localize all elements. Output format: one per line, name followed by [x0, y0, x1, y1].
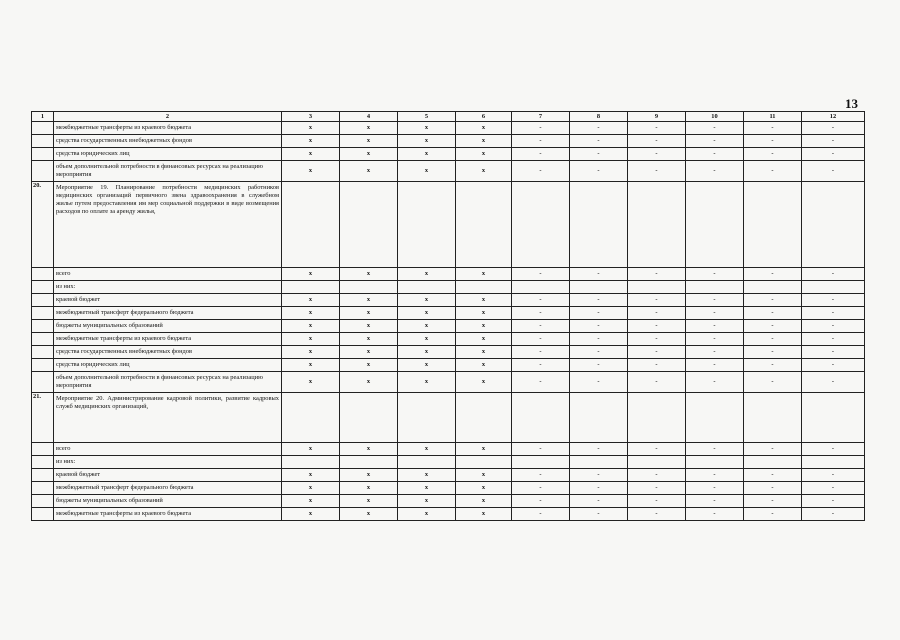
row-description: объем дополнительной потребности в финансовых ресурсах на реализацию мероприятия [54, 161, 282, 182]
row-description: объем дополнительной потребности в финансовых ресурсах на реализацию мероприятия [54, 372, 282, 393]
column-header: 11 [744, 112, 802, 122]
row-description: межбюджетные трансферты из краевого бюджета [54, 333, 282, 346]
value-cell [456, 182, 512, 268]
table-row [32, 359, 865, 372]
value-cell: x [398, 333, 456, 346]
value-cell: - [802, 346, 865, 359]
value-cell: x [456, 161, 512, 182]
table-row [32, 508, 865, 521]
value-cell: x [456, 469, 512, 482]
row-number [32, 148, 54, 161]
value-cell [686, 456, 744, 469]
value-cell: - [744, 320, 802, 333]
value-cell: - [686, 148, 744, 161]
row-description: средства государственных внебюджетных фондов [54, 135, 282, 148]
row-description: Мероприятие 19. Планирование потребности медицинских работников медицинских организаций первичного звена здравоохранения в служебном жилье путем предоставления им мер социальной поддержки в виде возмещения расходов по оплате за аренду жилья, [54, 182, 282, 268]
value-cell: - [744, 508, 802, 521]
value-cell: - [570, 135, 628, 148]
value-cell [340, 456, 398, 469]
column-header: 2 [54, 112, 282, 122]
value-cell: x [398, 372, 456, 393]
value-cell [744, 456, 802, 469]
column-header: 5 [398, 112, 456, 122]
value-cell [340, 393, 398, 443]
value-cell: x [282, 482, 340, 495]
value-cell: - [570, 148, 628, 161]
value-cell [282, 393, 340, 443]
value-cell: x [456, 122, 512, 135]
value-cell [570, 182, 628, 268]
value-cell: - [512, 346, 570, 359]
table-row [32, 443, 865, 456]
value-cell: - [512, 307, 570, 320]
value-cell: x [340, 359, 398, 372]
value-cell: - [512, 294, 570, 307]
value-cell: - [512, 148, 570, 161]
value-cell: x [282, 122, 340, 135]
value-cell: - [570, 307, 628, 320]
value-cell: - [570, 122, 628, 135]
value-cell: x [398, 469, 456, 482]
value-cell: - [628, 268, 686, 281]
value-cell: x [398, 443, 456, 456]
value-cell: x [456, 359, 512, 372]
value-cell: - [570, 333, 628, 346]
row-number [32, 307, 54, 320]
value-cell: x [340, 469, 398, 482]
table-row [32, 268, 865, 281]
table-row [32, 482, 865, 495]
row-number [32, 281, 54, 294]
value-cell: - [802, 372, 865, 393]
table-row [32, 333, 865, 346]
value-cell: - [802, 135, 865, 148]
value-cell [282, 281, 340, 294]
value-cell [802, 393, 865, 443]
value-cell: - [744, 135, 802, 148]
value-cell: - [744, 443, 802, 456]
table-row [32, 148, 865, 161]
value-cell: - [686, 508, 744, 521]
value-cell: - [512, 135, 570, 148]
value-cell: x [282, 443, 340, 456]
value-cell: x [398, 346, 456, 359]
value-cell [686, 182, 744, 268]
row-number [32, 508, 54, 521]
value-cell: - [512, 443, 570, 456]
value-cell: x [456, 508, 512, 521]
value-cell: - [686, 135, 744, 148]
value-cell: - [628, 148, 686, 161]
value-cell [456, 393, 512, 443]
value-cell: - [744, 346, 802, 359]
value-cell [744, 182, 802, 268]
row-description: средства государственных внебюджетных фондов [54, 346, 282, 359]
column-header: 1 [32, 112, 54, 122]
row-number [32, 268, 54, 281]
value-cell: - [570, 161, 628, 182]
value-cell: x [340, 307, 398, 320]
row-description: из них: [54, 456, 282, 469]
value-cell: - [628, 294, 686, 307]
value-cell [802, 182, 865, 268]
value-cell: - [686, 122, 744, 135]
column-header: 8 [570, 112, 628, 122]
value-cell: - [686, 359, 744, 372]
value-cell [512, 281, 570, 294]
value-cell: - [802, 333, 865, 346]
row-number [32, 333, 54, 346]
value-cell: - [628, 161, 686, 182]
value-cell: - [512, 469, 570, 482]
value-cell: x [398, 135, 456, 148]
value-cell [570, 456, 628, 469]
value-cell: x [282, 135, 340, 148]
value-cell: x [340, 346, 398, 359]
value-cell: x [282, 359, 340, 372]
value-cell: - [628, 333, 686, 346]
value-cell: - [512, 161, 570, 182]
value-cell [570, 393, 628, 443]
column-header: 3 [282, 112, 340, 122]
value-cell: - [512, 268, 570, 281]
value-cell [628, 182, 686, 268]
row-description: бюджеты муниципальных образований [54, 320, 282, 333]
value-cell: - [686, 294, 744, 307]
value-cell [398, 281, 456, 294]
value-cell: x [340, 122, 398, 135]
value-cell: - [570, 346, 628, 359]
value-cell: - [802, 508, 865, 521]
value-cell: x [340, 372, 398, 393]
value-cell: x [282, 333, 340, 346]
row-description: средства юридических лиц [54, 148, 282, 161]
value-cell: x [398, 148, 456, 161]
value-cell: x [282, 294, 340, 307]
value-cell: x [282, 372, 340, 393]
value-cell: - [686, 307, 744, 320]
value-cell: - [744, 359, 802, 372]
value-cell: - [744, 469, 802, 482]
value-cell [628, 393, 686, 443]
value-cell [340, 182, 398, 268]
value-cell: x [398, 268, 456, 281]
column-header: 6 [456, 112, 512, 122]
value-cell: x [340, 135, 398, 148]
row-number [32, 482, 54, 495]
value-cell [398, 456, 456, 469]
value-cell: - [744, 307, 802, 320]
row-number: 20. [32, 182, 54, 268]
value-cell: x [282, 268, 340, 281]
table-row [32, 135, 865, 148]
value-cell: - [744, 294, 802, 307]
value-cell: x [456, 443, 512, 456]
value-cell: - [686, 469, 744, 482]
value-cell: x [456, 148, 512, 161]
value-cell: - [628, 508, 686, 521]
value-cell: - [802, 122, 865, 135]
row-number: 21. [32, 393, 54, 443]
table-row [32, 393, 865, 443]
value-cell: - [512, 372, 570, 393]
value-cell: x [456, 346, 512, 359]
value-cell: - [512, 320, 570, 333]
column-header: 9 [628, 112, 686, 122]
value-cell: - [686, 161, 744, 182]
row-description: межбюджетный трансферт федерального бюджета [54, 482, 282, 495]
value-cell: - [802, 359, 865, 372]
value-cell: - [628, 469, 686, 482]
row-number [32, 469, 54, 482]
value-cell: - [628, 482, 686, 495]
value-cell: - [628, 122, 686, 135]
table-row [32, 161, 865, 182]
table-header-row [32, 112, 865, 122]
value-cell: x [340, 268, 398, 281]
table-row [32, 320, 865, 333]
value-cell: - [744, 148, 802, 161]
value-cell: x [340, 482, 398, 495]
value-cell: x [456, 372, 512, 393]
row-number [32, 346, 54, 359]
value-cell: - [686, 346, 744, 359]
value-cell: x [340, 443, 398, 456]
column-header: 4 [340, 112, 398, 122]
value-cell: - [512, 508, 570, 521]
value-cell: - [686, 372, 744, 393]
value-cell: x [456, 135, 512, 148]
value-cell: - [686, 320, 744, 333]
value-cell: x [282, 469, 340, 482]
value-cell: - [744, 482, 802, 495]
column-header: 7 [512, 112, 570, 122]
value-cell: x [398, 508, 456, 521]
value-cell: - [570, 294, 628, 307]
value-cell: x [282, 307, 340, 320]
table-row [32, 372, 865, 393]
value-cell: - [570, 320, 628, 333]
value-cell [512, 456, 570, 469]
row-number [32, 372, 54, 393]
value-cell [802, 281, 865, 294]
table-row [32, 122, 865, 135]
value-cell: x [456, 307, 512, 320]
value-cell: x [340, 320, 398, 333]
value-cell [744, 281, 802, 294]
row-number [32, 320, 54, 333]
value-cell: x [398, 359, 456, 372]
value-cell: - [802, 161, 865, 182]
value-cell: - [686, 268, 744, 281]
table-row [32, 456, 865, 469]
value-cell [744, 393, 802, 443]
value-cell: x [340, 508, 398, 521]
row-description: краевой бюджет [54, 469, 282, 482]
value-cell: - [628, 135, 686, 148]
value-cell: - [570, 372, 628, 393]
value-cell: x [456, 268, 512, 281]
value-cell: - [628, 320, 686, 333]
value-cell: x [398, 495, 456, 508]
value-cell: - [628, 372, 686, 393]
value-cell: x [456, 320, 512, 333]
value-cell: x [398, 482, 456, 495]
value-cell [282, 182, 340, 268]
value-cell: x [282, 508, 340, 521]
value-cell: x [282, 320, 340, 333]
value-cell: x [340, 161, 398, 182]
value-cell [456, 281, 512, 294]
value-cell: x [456, 495, 512, 508]
value-cell: - [744, 122, 802, 135]
row-description: средства юридических лиц [54, 359, 282, 372]
value-cell: - [512, 495, 570, 508]
value-cell: - [802, 307, 865, 320]
value-cell [802, 456, 865, 469]
value-cell [398, 182, 456, 268]
value-cell: - [802, 268, 865, 281]
value-cell: x [398, 307, 456, 320]
value-cell [570, 281, 628, 294]
value-cell: x [282, 148, 340, 161]
value-cell: - [802, 495, 865, 508]
value-cell: x [340, 495, 398, 508]
value-cell: - [686, 495, 744, 508]
table-row [32, 346, 865, 359]
value-cell: - [628, 443, 686, 456]
value-cell: - [570, 443, 628, 456]
table-row [32, 294, 865, 307]
value-cell [686, 281, 744, 294]
row-number [32, 135, 54, 148]
value-cell: - [570, 469, 628, 482]
row-description: Мероприятие 20. Администрирование кадровой политики, развитие кадровых служб медицинских организаций, [54, 393, 282, 443]
value-cell: - [744, 268, 802, 281]
value-cell: - [802, 469, 865, 482]
page-number: 13 [845, 96, 858, 111]
value-cell: - [686, 333, 744, 346]
value-cell: - [570, 482, 628, 495]
value-cell: - [512, 333, 570, 346]
row-description: краевой бюджет [54, 294, 282, 307]
row-number [32, 359, 54, 372]
value-cell [686, 393, 744, 443]
value-cell: - [802, 294, 865, 307]
value-cell: - [628, 359, 686, 372]
table-row [32, 182, 865, 268]
row-description: межбюджетный трансферт федерального бюджета [54, 307, 282, 320]
value-cell: x [456, 294, 512, 307]
value-cell: - [628, 346, 686, 359]
row-number [32, 122, 54, 135]
value-cell [398, 393, 456, 443]
table-row [32, 307, 865, 320]
value-cell: x [456, 333, 512, 346]
value-cell: x [282, 161, 340, 182]
value-cell: - [802, 320, 865, 333]
value-cell: - [744, 333, 802, 346]
row-description: всего [54, 268, 282, 281]
value-cell [456, 456, 512, 469]
value-cell: - [570, 508, 628, 521]
value-cell: - [512, 122, 570, 135]
value-cell [512, 393, 570, 443]
value-cell [282, 456, 340, 469]
value-cell: x [456, 482, 512, 495]
row-description: бюджеты муниципальных образований [54, 495, 282, 508]
value-cell: x [340, 294, 398, 307]
budget-table [31, 111, 865, 521]
column-header: 12 [802, 112, 865, 122]
value-cell: x [398, 320, 456, 333]
value-cell [628, 456, 686, 469]
value-cell: - [686, 443, 744, 456]
value-cell: - [744, 495, 802, 508]
row-number [32, 456, 54, 469]
value-cell: - [802, 148, 865, 161]
table-row [32, 469, 865, 482]
value-cell: x [398, 294, 456, 307]
value-cell: x [398, 122, 456, 135]
value-cell [340, 281, 398, 294]
value-cell: - [628, 307, 686, 320]
value-cell: - [570, 495, 628, 508]
value-cell: - [802, 443, 865, 456]
row-number [32, 161, 54, 182]
value-cell: - [628, 495, 686, 508]
value-cell: x [282, 495, 340, 508]
value-cell: - [744, 161, 802, 182]
table-row [32, 495, 865, 508]
column-header: 10 [686, 112, 744, 122]
value-cell: - [744, 372, 802, 393]
value-cell: x [398, 161, 456, 182]
table-row [32, 281, 865, 294]
value-cell: - [686, 482, 744, 495]
value-cell: - [802, 482, 865, 495]
row-number [32, 294, 54, 307]
row-number [32, 495, 54, 508]
row-description: межбюджетные трансферты из краевого бюджета [54, 122, 282, 135]
value-cell: x [282, 346, 340, 359]
value-cell: x [340, 148, 398, 161]
value-cell: - [570, 359, 628, 372]
row-description: из них: [54, 281, 282, 294]
row-description: всего [54, 443, 282, 456]
value-cell [512, 182, 570, 268]
value-cell: x [340, 333, 398, 346]
row-number [32, 443, 54, 456]
value-cell [628, 281, 686, 294]
row-description: межбюджетные трансферты из краевого бюджета [54, 508, 282, 521]
value-cell: - [512, 482, 570, 495]
value-cell: - [570, 268, 628, 281]
value-cell: - [512, 359, 570, 372]
